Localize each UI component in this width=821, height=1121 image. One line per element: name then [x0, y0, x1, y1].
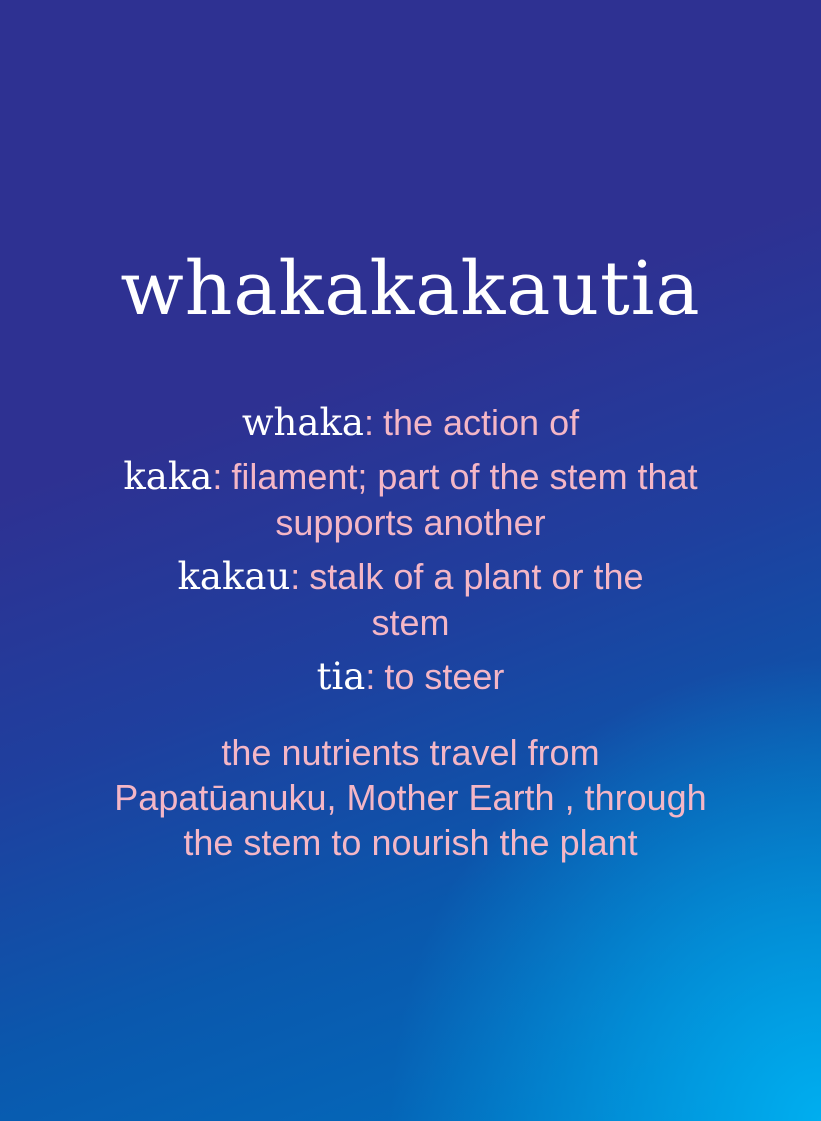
definition-term: tia	[316, 655, 366, 698]
definition-separator: :	[365, 656, 376, 697]
definition-separator: :	[212, 456, 223, 497]
definition-item-tia	[91, 654, 731, 700]
definition-term: whaka	[241, 401, 364, 444]
definition-separator: :	[290, 556, 301, 597]
explanation-note	[0, 730, 821, 865]
word-title: whakakakautia	[120, 246, 701, 332]
definition-meaning: stalk of a plant or the stem	[309, 556, 644, 643]
explanation-text: the nutrients travel from Papatūanuku, Mother Earth , through the stem to nourish the plant	[114, 732, 707, 863]
definition-meaning: to steer	[384, 656, 505, 697]
definition-meaning: filament; part of the stem that supports another	[231, 456, 698, 543]
definition-term: kakau	[177, 555, 291, 598]
definition-item-whaka	[91, 400, 731, 446]
definition-separator: :	[363, 402, 374, 443]
definition-item-kaka	[91, 454, 731, 546]
definition-item-kakau	[151, 554, 671, 646]
definition-meaning: the action of	[382, 402, 580, 443]
definition-list	[0, 400, 821, 708]
definition-term: kaka	[123, 455, 213, 498]
